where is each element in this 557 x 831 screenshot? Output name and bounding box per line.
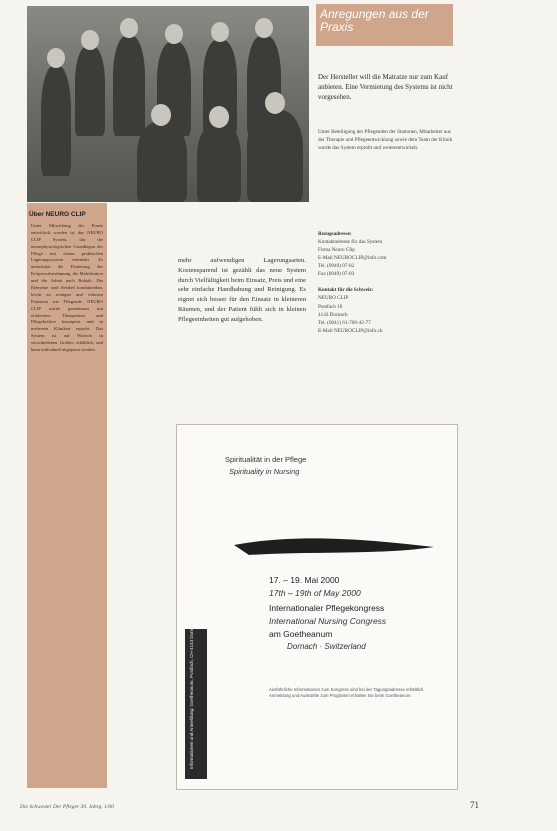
page-number: 71: [470, 800, 479, 810]
contact2-heading: Kontakt für die Schweiz:: [318, 287, 374, 294]
congress-advertisement: [176, 424, 458, 790]
ad-side-strip: [185, 621, 207, 779]
ad-title-de: Spiritualität in der Pflege: [225, 455, 307, 464]
credits-paragraph: Unter Beteiligung der Pflegenden der Stationen, Mitarbeiter aus der Therapie und Pflegeentwicklung sowie dem Team der Klinik wurde das System erprobt und weiterentwickelt.: [318, 129, 453, 152]
contact1-heading: Bezugsadresse:: [318, 231, 352, 237]
ad-strip-text: Informationen und Anmeldung: Goetheanum, Postfach, CH-4143 Dornach: [189, 621, 194, 769]
ad-congress-de: Internationaler Pflegekongress: [269, 603, 385, 613]
group-photo: [27, 6, 309, 202]
brush-stroke-graphic: [229, 525, 439, 565]
contact-block: [318, 230, 453, 343]
intro-paragraph: Der Hersteller will die Matratze nur zum Kauf anbieten. Eine Vermietung des Systems ist nicht vorgesehen.: [318, 73, 453, 102]
sidebar-text: Unter Mitwirkung der Praxis entwickelt worden ist das NEURO CLIP System, das die neurophysiologischen Grundlagen der Pflege mit einem praktischen Lagerungssystem verbindet. Es unterstützt die Förderung der Körperwahrnehmung, die Mobilisation und die Arbeit nach Bobath. Die Elemente sind flexibel kombinierbar, leicht zu reinigen und schonen Patienten wie Pflegende. NEURO CLIP wurde gemeinsam mit erfahrenen Therapeuten und Pflegekräften konzipiert und in mehreren Kliniken erprobt. Das System ist auf Wunsch in verschiedenen Größen erhältlich und kann individuell angepasst werden.: [31, 223, 103, 353]
contact1-text: Kontaktadresse für das System Firma Neuro Clip E-Mail NEUROCLIP@info.com Tel. (0049) 07-82 Fax (0049) 07-83: [318, 239, 387, 278]
ad-small-print: Ausführliche Informationen zum Kongress sind bei der Tagungsadresse erhältlich. Anmeldung und Auskünfte zum Programm erhalten Sie beim Goetheanum.: [269, 687, 425, 699]
ad-date-en: 17th – 19th of May 2000: [269, 588, 361, 598]
section-title: Anregungen aus der Praxis: [320, 7, 429, 34]
contact2-text: NEURO CLIP Postfach 18 4143 Dornach Tel. (0041) 61-706-42-77 E-Mail NEUROCLIP@info.ch: [318, 295, 383, 334]
sidebar-box: [27, 203, 107, 788]
sidebar-title: Über NEURO CLIP: [29, 211, 86, 218]
footer-journal: Die Schwester Der Pfleger 39. Jahrg. 1/00: [20, 804, 114, 810]
ad-venue: am Goetheanum: [269, 629, 333, 639]
section-header: [316, 4, 453, 46]
middle-column-text: mehr aufwendigen Lagerungsarten. Kostensparend ist gezählt das neue System durch Vielfältigkeit beim Einsatz, Preis und eine sehr einfache Handhabung und Reinigung. Es eignet sich besser für den Einsatz in kleineren Räumen, und der Patient fühlt sich in kleinen Pflegeeinheiten gut aufgehoben.: [178, 257, 306, 323]
ad-date-de: 17. – 19. Mai 2000: [269, 575, 340, 585]
ad-place: Dornach · Switzerland: [287, 642, 366, 651]
ad-congress-en: International Nursing Congress: [269, 616, 387, 626]
ad-title-en: Spirituality in Nursing: [229, 467, 300, 476]
